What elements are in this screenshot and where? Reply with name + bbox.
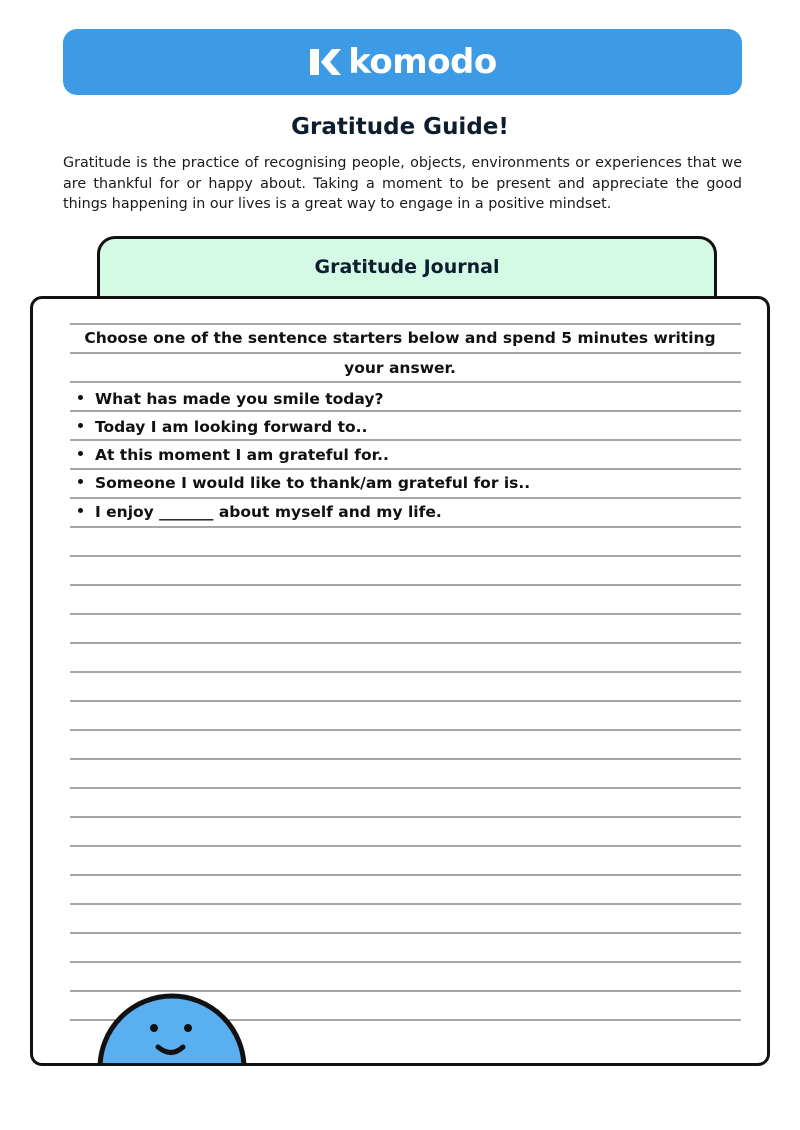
smiley-mascot-icon [97, 992, 247, 1066]
bullet-icon [78, 423, 83, 428]
bullet-icon [78, 395, 83, 400]
writing-line [70, 323, 741, 325]
prompt-text: What has made you smile today? [95, 390, 384, 408]
intro-paragraph: Gratitude is the practice of recognising people, objects, environments or experiences that we are thankful for or happy about. Taking a moment to be present and appreciate the good things happening in our lives is a great way to engage in a positive mindset. [63, 155, 742, 212]
writing-line [70, 729, 741, 731]
writing-line [70, 787, 741, 789]
bullet-icon [78, 508, 83, 513]
prompt-text: Today I am looking forward to.. [95, 418, 368, 436]
journal-title: Gratitude Journal [314, 256, 500, 278]
instruction-line-1: Choose one of the sentence starters below and spend 5 minutes writing [84, 329, 716, 347]
writing-line [70, 671, 741, 673]
instruction-line-2: your answer. [344, 359, 456, 377]
prompt-text: I enjoy _______ about myself and my life. [95, 503, 442, 521]
bullet-icon [78, 451, 83, 456]
writing-line [70, 903, 741, 905]
bullet-icon [78, 479, 83, 484]
header-banner [63, 29, 742, 95]
writing-line [70, 613, 741, 615]
prompt-item [78, 418, 367, 436]
writing-line [70, 584, 741, 586]
komodo-k-icon [308, 47, 342, 77]
writing-line [70, 381, 741, 383]
journal-card [30, 296, 770, 1066]
page-title: Gratitude Guide! [291, 114, 509, 140]
writing-line [70, 526, 741, 528]
writing-line [70, 961, 741, 963]
prompt-text: At this moment I am grateful for.. [95, 446, 389, 464]
writing-line [70, 758, 741, 760]
writing-line [70, 932, 741, 934]
komodo-logo [308, 42, 497, 82]
prompt-item [78, 390, 383, 408]
writing-line [70, 497, 741, 499]
prompt-item [78, 474, 530, 492]
prompt-item [78, 503, 442, 521]
writing-line [70, 874, 741, 876]
writing-line [70, 468, 741, 470]
writing-line [70, 816, 741, 818]
writing-line [70, 439, 741, 441]
prompt-text: Someone I would like to thank/am grateful for is.. [95, 474, 531, 492]
brand-name: komodo [348, 42, 497, 82]
writing-line [70, 845, 741, 847]
prompt-item [78, 446, 389, 464]
writing-line [70, 642, 741, 644]
writing-line [70, 352, 741, 354]
writing-line [70, 555, 741, 557]
writing-line [70, 700, 741, 702]
writing-line [70, 410, 741, 412]
